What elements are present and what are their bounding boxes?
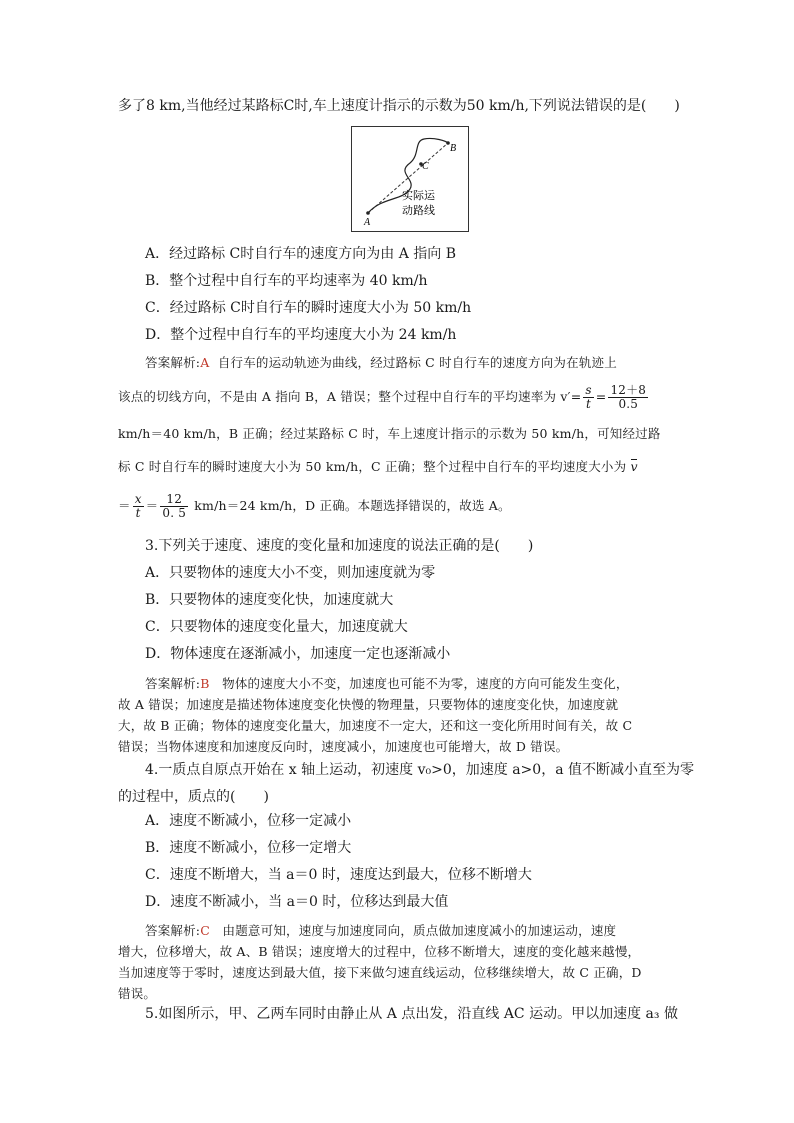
frac-num: 12＋8 — [610, 383, 647, 397]
caption-line2: 动路线 — [402, 204, 435, 217]
answer-key: B — [200, 676, 210, 691]
q2-option-a: A．经过路标 C时自行车的速度方向为由 A 指向 B — [145, 246, 457, 262]
fraction-12-05 — [160, 493, 188, 520]
point-a — [366, 211, 370, 215]
q4-option-b: B．速度不断减小，位移一定增大 — [145, 840, 352, 856]
caption-line1: 实际运 — [402, 189, 435, 202]
q4-answer-line3: 当加速度等于零时，速度达到最大值，接下来做匀速直线运动，位移继续增大，故 C 正确，D — [118, 965, 642, 980]
q4-answer-line4: 错误。 — [118, 986, 157, 1001]
q3-answer-line2: 故 A 错误；加速度是描述物体速度变化快慢的物理量，只要物体的速度变化快，加速度就 — [118, 697, 619, 712]
equals: ＝ — [118, 498, 131, 513]
answer-label: 答案解析: — [145, 923, 201, 938]
q5-stem: 5.如图所示，甲、乙两车同时由静止从 A 点出发，沿直线 AC 运动。甲以加速度 a₃ 做 — [145, 1006, 678, 1022]
q3-option-c: C．只要物体的速度变化量大，加速度就大 — [145, 619, 408, 635]
q2-option-c: C．经过路标 C时自行车的瞬时速度大小为 50 km/h — [145, 300, 472, 316]
q4-option-d: D．速度不断减小，当 a＝0 时，位移达到最大值 — [145, 894, 449, 910]
q3-answer-line4: 错误；当物体速度和加速度反向时，速度减小，加速度也可能增大，故 D 错误。 — [118, 739, 569, 754]
fraction-x-t — [133, 493, 144, 520]
q4-answer-line1 — [145, 922, 616, 940]
answer-text: 物体的速度大小不变，加速度也可能不为零，速度的方向可能发生变化， — [222, 676, 629, 691]
answer-text: 该点的切线方向，不是由 A 指向 B，A 错误；整个过程中自行车的平均速率为 v′= — [118, 389, 582, 404]
q4-answer-line2: 增大，位移增大，故 A、B 错误；速度增大的过程中，位移不断增大，速度的变化越来越慢， — [118, 944, 641, 959]
answer-text: 由题意可知，速度与加速度同向，质点做加速度减小的加速运动，速度 — [222, 923, 617, 938]
label-c: C — [422, 161, 429, 172]
frac-den: 0.5 — [618, 397, 639, 411]
frac-num: 12 — [160, 493, 188, 507]
q2-answer-line5 — [118, 493, 511, 520]
fraction-distance-time — [608, 384, 648, 411]
q2-answer-line3: km/h＝40 km/h，B 正确；经过某路标 C 时，车上速度计指示的示数为 50 km/h，可知经过路 — [118, 426, 661, 441]
route-diagram — [352, 127, 468, 231]
equals: = — [595, 389, 607, 404]
answer-key: C — [200, 923, 210, 938]
q2-answer-line4 — [118, 458, 638, 476]
answer-text: km/h＝24 km/h，D 正确。本题选择错误的，故选 A。 — [194, 498, 511, 513]
frac-num: x — [134, 492, 142, 506]
route-figure — [351, 126, 469, 232]
frac-den: 0. 5 — [162, 506, 187, 520]
answer-key: A — [200, 355, 210, 370]
frac-den: t — [586, 397, 592, 411]
equals: ＝ — [145, 498, 159, 513]
q3-answer-line1 — [145, 675, 629, 693]
q4-option-a: A．速度不断减小，位移一定减小 — [145, 813, 352, 829]
q3-answer-line3: 大，故 B 正确；物体的速度变化量大，加速度不一定大，还和这一变化所用时间有关，故 C — [118, 718, 633, 733]
q2-stem: 多了8 km,当他经过某路标C时,车上速度计指示的示数为50 km/h,下列说法错误的是( ) — [118, 98, 680, 114]
q4-option-c: C．速度不断增大，当 a＝0 时，速度达到最大，位移不断增大 — [145, 867, 532, 883]
q2-option-d: D．整个过程中自行车的平均速度大小为 24 km/h — [145, 327, 457, 343]
fraction-s-t — [583, 384, 593, 411]
q3-option-d: D．物体速度在逐渐减小，加速度一定也逐渐减小 — [145, 646, 451, 662]
answer-text: 标 C 时自行车的瞬时速度大小为 50 km/h，C 正确；整个过程中自行车的平均速度大小为 — [118, 459, 627, 474]
q3-stem: 3.下列关于速度、速度的变化量和加速度的说法正确的是( ) — [145, 538, 534, 554]
q4-stem-line1: 4.一质点自原点开始在 x 轴上运动，初速度 v₀>0，加速度 a>0，a 值不断减小直至为零 — [145, 762, 694, 778]
label-b: B — [450, 143, 457, 154]
q3-option-b: B．只要物体的速度变化快，加速度就大 — [145, 592, 394, 608]
frac-den: t — [135, 506, 141, 520]
q2-answer-line2 — [118, 384, 650, 411]
frac-num: s — [585, 383, 592, 397]
q4-stem-line2: 的过程中，质点的( ) — [118, 789, 269, 805]
answer-label: 答案解析: — [145, 676, 201, 691]
q2-answer-line1 — [145, 354, 617, 372]
answer-text: 自行车的运动轨迹为曲线，经过路标 C 时自行车的速度方向为在轨迹上 — [217, 355, 617, 370]
q3-option-a: A．只要物体的速度大小不变，则加速度就为零 — [145, 565, 436, 581]
answer-label: 答案解析: — [145, 355, 201, 370]
q2-option-b: B．整个过程中自行车的平均速率为 40 km/h — [145, 273, 428, 289]
v-bar-symbol: v — [630, 459, 638, 474]
label-a: A — [364, 217, 371, 228]
